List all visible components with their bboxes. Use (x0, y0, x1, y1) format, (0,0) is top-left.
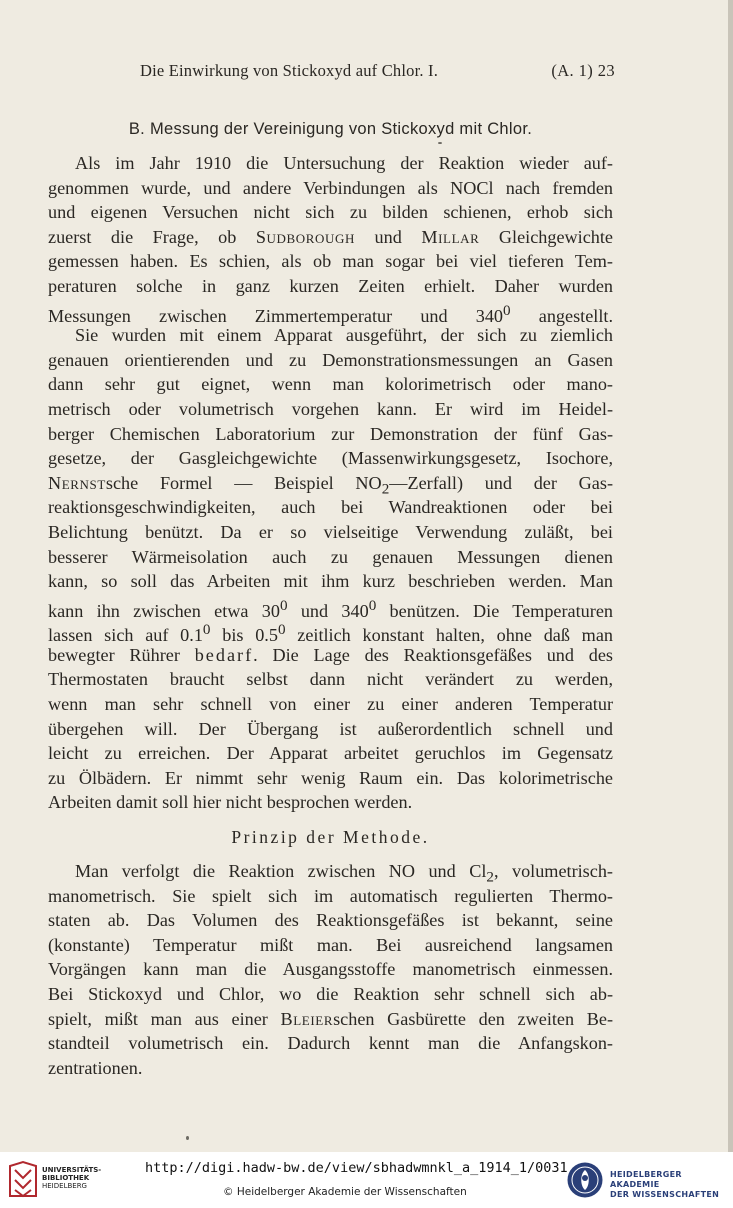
copyright-notice: © Heidelberger Akademie der Wissenschaften (223, 1186, 467, 1198)
print-speck (438, 142, 442, 144)
academy-seal-icon (566, 1161, 604, 1199)
emphasis-spaced: bedarf (194, 644, 254, 665)
university-library-name: UNIVERSITÄTS- BIBLIOTHEK HEIDELBERG (42, 1166, 102, 1190)
subsection-heading: Prinzip der Methode. (231, 827, 430, 848)
text-line: zu Ölbädern. Er nimmt sehr wenig Raum ein. Das kolorimetrische (48, 767, 613, 788)
degree-superscript: 0 (503, 301, 511, 319)
text-line: genommen wurde, und andere Verbindungen als NOCl nach fremden (48, 177, 613, 198)
text-line: spielt, mißt man aus einer Bleierschen Gasbürette den zweiten Be- (48, 1008, 614, 1029)
author-name-bleier: Bleier (280, 1008, 334, 1029)
text-line: Sie wurden mit einem Apparat ausgeführt, der sich zu ziemlich (75, 325, 613, 346)
text-line: Bei Stickoxyd und Chlor, wo die Reaktion sehr schnell sich ab- (48, 984, 613, 1004)
running-head (140, 61, 615, 81)
text-line: lassen sich auf $0.1^0$ bis $0.5^0$ zeitlich konstant halten, ohne daß man (48, 621, 613, 646)
academy-name: HEIDELBERGER AKADEMIE DER WISSENSCHAFTEN (610, 1170, 720, 1199)
text-line: gemessen haben. Es schien, als ob man sogar bei viel tieferen Tem- (48, 251, 613, 272)
text-line: Thermostaten braucht selbst dann nicht verändert zu werden, (48, 669, 613, 690)
subscript: 2 (381, 480, 390, 498)
text-line: und eigenen Versuchen nicht sich zu bilden schienen, erhob sich (48, 202, 613, 223)
text-line: Man verfolgt die Reaktion zwischen NO und $Cl_2$, volumetrisch- (75, 861, 613, 886)
text-line: gesetze, der Gasgleichgewichte (Massenwirkungsgesetz, Isochore, (48, 448, 613, 469)
page-reference (551, 61, 615, 81)
author-name-millar: Millar (421, 226, 480, 247)
text-line: Arbeiten damit soll hier nicht besprochen werden. (48, 792, 413, 813)
digitization-footer (0, 1152, 733, 1208)
body-text (48, 151, 613, 1080)
permalink-url[interactable]: http://digi.hadw-bw.de/view/sbhadwmnkl_a_1914_1/0031 (145, 1160, 568, 1176)
print-speck (186, 1136, 189, 1140)
volume-reference: (A. 1) (551, 61, 594, 80)
author-name-sudborough: Sudborough (255, 226, 356, 247)
text-line: metrisch oder volumetrisch vorgehen kann. Er wird im Heidel- (48, 398, 613, 419)
text-line: manometrisch. Sie spielt sich im automatisch regulierten Thermo- (48, 885, 613, 906)
page-number: 23 (597, 61, 615, 80)
text-line: kann ihn zwischen etwa $30^0$ und $340^0$ benützen. Die Temperaturen (48, 596, 613, 621)
text-line: Nernstsche Formel — Beispiel $NO_2—Zerfall$) und der Gas- (48, 472, 613, 498)
text-line: leicht zu erreichen. Der Apparat arbeitet geruchlos im Gegensatz (48, 743, 613, 764)
text-line: bewegter Rührer bedarf. Die Lage des Reaktionsgefäßes und des (48, 644, 613, 665)
text-line: übergehen will. Der Übergang ist außerordentlich schnell und (48, 718, 613, 739)
page-edge (728, 0, 733, 1152)
text-line: Belichtung benützt. Da er so vielseitige Verwendung zuläßt, bei (48, 521, 613, 542)
text-line: berger Chemischen Laboratorium zur Demonstration der fünf Gas- (48, 423, 613, 444)
text-line: Vorgängen kann man die Ausgangsstoffe manometrisch einmessen. (48, 959, 613, 980)
university-library-logo-icon (6, 1160, 40, 1200)
text-line: zentrationen. (48, 1057, 143, 1078)
text-line: Als im Jahr 1910 die Untersuchung der Reaktion wieder auf- (75, 153, 613, 173)
section-heading: B. Messung der Vereinigung von Stickoxyd mit Chlor. (128, 120, 533, 138)
author-name-nernst: Nernst (48, 472, 106, 493)
text-line: standteil volumetrisch ein. Dadurch kennt man die Anfangskon- (48, 1033, 613, 1054)
text-line: kann, so soll das Arbeiten mit ihm kurz beschrieben werden. Man (48, 571, 613, 592)
text-line: genauen orientierenden und zu Demonstrationsmessungen an Gasen (48, 349, 613, 370)
text-line: besserer Wärmeisolation auch zu genauen Messungen dienen (48, 546, 613, 567)
text-line: (konstante) Temperatur mißt man. Bei ausreichend langsamen (48, 934, 613, 955)
text-line: Messungen zwischen Zimmertemperatur und $340^0$ angestellt. (48, 301, 613, 326)
text-line: reaktionsgeschwindigkeiten, auch bei Wandreaktionen oder bei (48, 497, 613, 518)
text-line: peraturen solche in ganz kurzen Zeiten erhielt. Daher wurden (48, 275, 613, 296)
text-line: zuerst die Frage, ob Sudborough und Millar Gleichgewichte (48, 226, 614, 247)
text-line: dann sehr gut eignet, wenn man kolorimetrisch oder mano- (48, 374, 613, 395)
text-line: staten ab. Das Volumen des Reaktionsgefäßes ist bekannt, seine (48, 910, 613, 931)
running-title: Die Einwirkung von Stickoxyd auf Chlor. I. (140, 61, 439, 80)
text-line: wenn man sehr schnell von einer zu einer anderen Temperatur (48, 694, 613, 715)
